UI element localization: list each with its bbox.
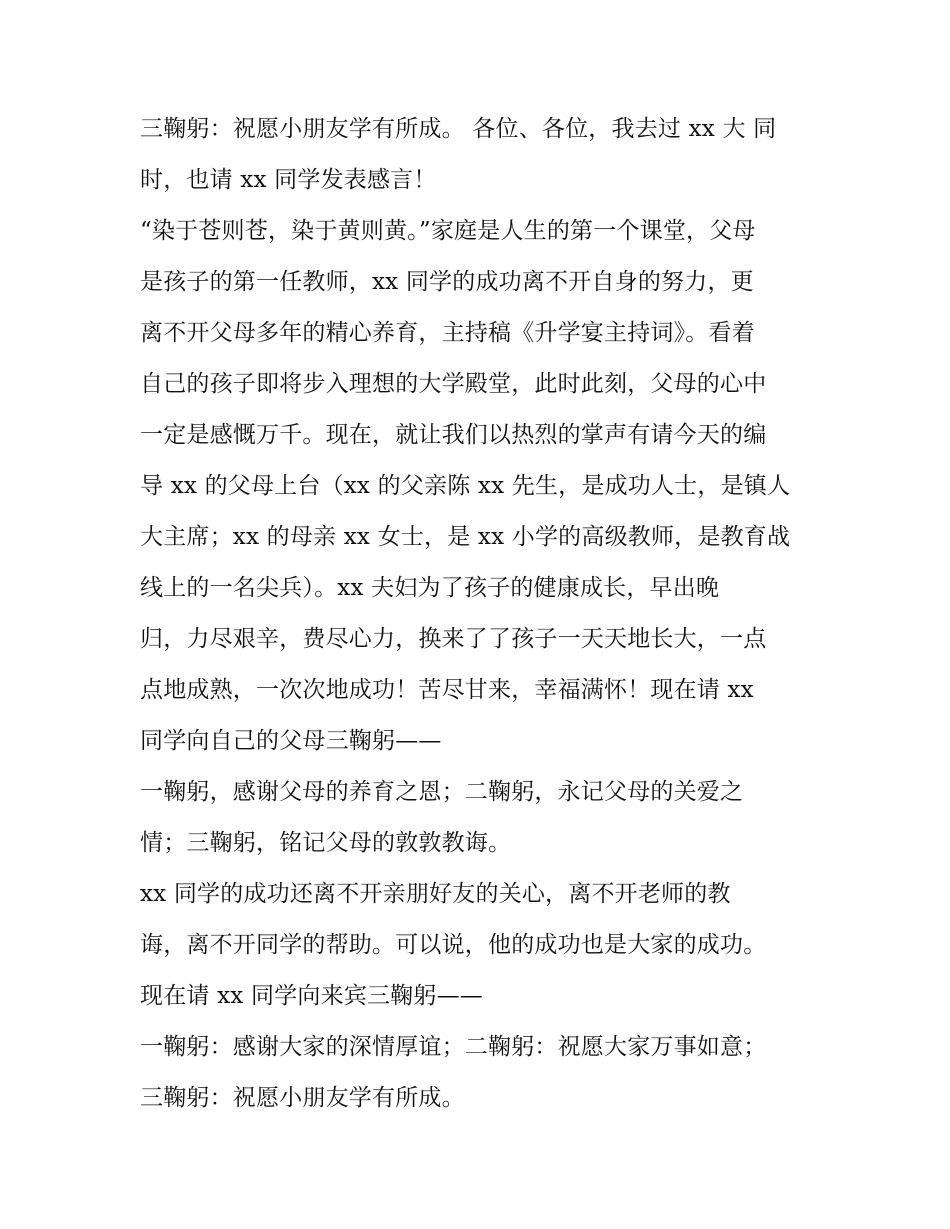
text-line: 一定是感慨万千。现在，就让我们以热烈的掌声有请今天的编 <box>140 422 767 448</box>
text-line: 自己的孩子即将步入理想的大学殿堂，此时此刻，父母的心中 <box>140 371 767 397</box>
text-line: 三鞠躬：祝愿小朋友学有所成。 各位、各位，我去过 xx 大 同 <box>140 116 777 142</box>
text-line: 归，力尽艰辛，费尽心力，换来了了孩子一天天地长大，一点 <box>140 626 767 652</box>
text-line: 线上的一名尖兵）。xx 夫妇为了孩子的健康成长，早出晚 <box>140 575 720 601</box>
text-line: 离不开父母多年的精心养育，主持稿《升学宴主持词》。看着 <box>140 320 755 346</box>
text-line: 现在请 xx 同学向来宾三鞠躬—— <box>140 983 483 1009</box>
text-line: 是孩子的第一任教师，xx 同学的成功离不开自身的努力，更 <box>140 269 754 295</box>
text-line: “染于苍则苍，染于黄则黄。”家庭是人生的第一个课堂，父母 <box>140 218 756 244</box>
text-line: 点地成熟，一次次地成功！苦尽甘来，幸福满怀！现在请 xx <box>140 677 754 703</box>
text-line: 一鞠躬，感谢父母的养育之恩；二鞠躬，永记父母的关爱之 <box>140 779 744 805</box>
text-line: xx 同学的成功还离不开亲朋好友的关心，离不开老师的教 <box>140 881 731 907</box>
text-line: 导 xx 的父母上台（xx 的父亲陈 xx 先生，是成功人士，是镇人 <box>140 473 791 499</box>
text-line: 同学向自己的父母三鞠躬—— <box>140 728 442 754</box>
text-line: 三鞠躬：祝愿小朋友学有所成。 <box>140 1085 465 1111</box>
text-line: 大主席；xx 的母亲 xx 女士，是 xx 小学的高级教师，是教育战 <box>140 524 791 550</box>
document-body <box>140 104 820 1124</box>
text-line: 诲，离不开同学的帮助。可以说，他的成功也是大家的成功。 <box>140 932 767 958</box>
text-line: 情；三鞠躬，铭记父母的敦敦教诲。 <box>140 830 512 856</box>
text-line: 一鞠躬：感谢大家的深情厚谊；二鞠躬：祝愿大家万事如意； <box>140 1034 767 1060</box>
text-line: 时，也请 xx 同学发表感言！ <box>140 167 437 193</box>
